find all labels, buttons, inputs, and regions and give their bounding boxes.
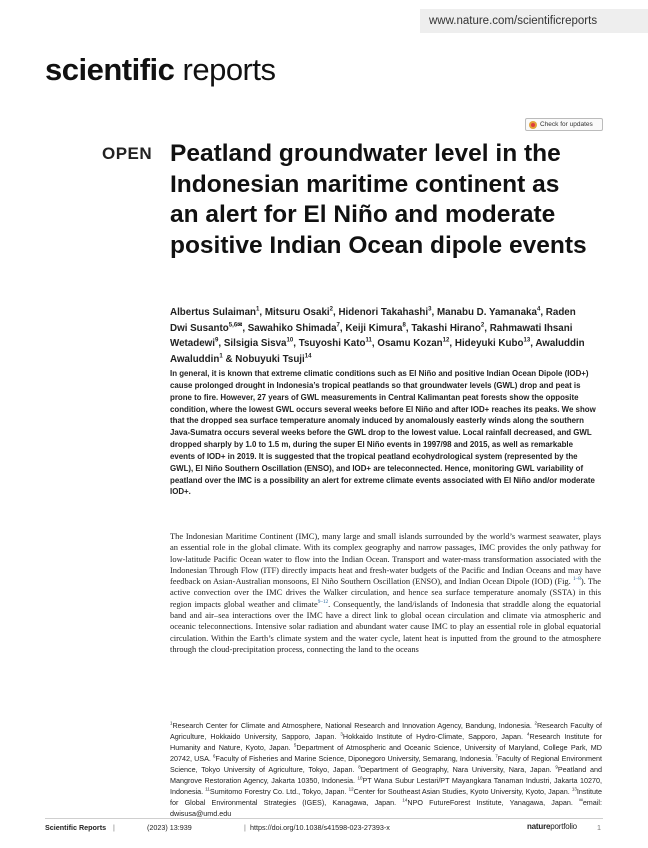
affiliation-text: Sumitomo Forestry Co. Ltd., Tokyo, Japan. [209,787,349,796]
affiliation-marker: 14 [402,797,408,803]
publisher-logo [527,822,577,831]
author-affiliation-marker: 2 [329,306,334,313]
check-for-updates-label: Check for updates [540,121,593,128]
footer-separator: | [244,823,246,832]
affiliation-marker: 7 [495,753,498,759]
doi-link[interactable]: https://doi.org/10.1038/s41598-023-27393-x [250,823,390,832]
affiliation-marker: 1 [170,720,173,726]
author-affiliation-marker: 3 [428,306,432,313]
author-affiliation-marker: 12 [442,337,450,344]
author-affiliation-marker: 4 [536,306,541,313]
affiliation-text: Department of Geography, Nara University, Nara, Japan. [360,765,556,774]
author-name[interactable]: Awaluddin Awaluddin [170,338,585,365]
journal-logo-light: reports [182,52,276,87]
author-affiliation-marker: 9 [215,337,219,344]
author-name[interactable]: Rahmawati Ihsani Wetadewi [170,322,573,350]
intro-text-2: ). The active convection over the IMC drives the Walker circulation, and hence sea surface temperature anomaly (SSTA) in this region impacts global weather and climate [170,576,601,609]
affiliation-text: Research Center for Climate and Atmosphere, National Research and Innovation Agency, Bandung, Indonesia. [172,721,535,730]
affiliation-text: NPO FutureForest Institute, Yanagawa, Japan. [407,798,580,807]
affiliation-text: Research Institute for Humanity and Nature, Kyoto, Japan. [170,732,602,752]
footer-divider [45,818,603,819]
author-name[interactable]: Keiji Kimura [345,322,403,334]
open-access-label: OPEN [102,144,153,163]
affiliation-text: Faculty of Fisheries and Marine Science, Diponegoro University, Semarang, Indonesia. [215,754,496,763]
affiliations [170,720,602,819]
affiliation-marker: 3 [340,731,343,737]
affiliation-marker: 6 [213,753,216,759]
author-affiliation-marker: 13 [523,337,531,344]
author-name[interactable]: Mitsuru Osaki [264,307,330,318]
footer-citation: (2023) 13:939 [147,823,192,832]
affiliation-text: email: dwisusa@umd.edu [170,798,602,818]
journal-logo-bold: scientific [45,52,175,87]
author-affiliation-marker: 1 [256,306,260,313]
affiliation-marker: 4 [527,731,530,737]
article-title: Peatland groundwater level in the Indonesian maritime continent as an alert for El Niño and moderate positive Indian Ocean dipole events [170,140,587,259]
affiliation-text: Peatland and Mangrove Restoration Agency, Jakarta 10350, Indonesia. [170,765,602,785]
affiliation-marker: 11 [205,786,210,792]
author-name[interactable]: Tsuyoshi Kato [298,338,366,350]
affiliation-marker: 8 [358,764,361,770]
author-affiliation-marker: 7 [336,322,340,329]
author-affiliation-marker: 5,6✉ [228,322,243,329]
affiliation-marker: ✉ [579,797,583,803]
affiliation-marker: 12 [348,786,354,792]
affiliation-marker: 2 [534,720,537,726]
publisher-logo-bold: nature [527,822,551,831]
author-name[interactable]: Sawahiko Shimada [247,322,337,334]
author-name[interactable]: Takashi Hirano [411,322,481,334]
journal-url[interactable]: www.nature.com/scientificreports [429,15,598,27]
author-name[interactable]: Hideyuki Kubo [454,338,524,350]
reference-link[interactable]: 9–12 [317,598,329,605]
affiliation-text: Department of Atmospheric and Oceanic Science, University of Maryland, College Park, MD 20742, USA. [170,743,602,763]
page-number: 1 [597,823,601,832]
affiliation-text: Hokkaido Institute of Hydro-Climate, Sapporo, Japan. [342,732,528,741]
author-name[interactable]: Albertus Sulaiman [170,307,257,318]
intro-text-3: . Consequently, the land/islands of Indonesia that straddle along the equatorial band and air–sea interactions over the IMC have a direct link to global ocean circulation and climate via atmospheric and oceanic teleconnections. Intensive solar radiation and abundant water cause IMC to play an essential role in global equatorial circulation. Within the Earth’s climate system and the water cycle, latent heat is inputted from the ground to the atmosphere through the cloud-precipitation process, connecting the land to the oceans [170,598,601,654]
reference-link[interactable]: 1–8 [573,576,581,583]
author-affiliation-marker: 14 [304,353,312,360]
publisher-logo-light: portfolio [550,822,577,831]
affiliation-text: PT Wana Subur Lestari/PT Mayangkara Tanaman Industri, Jakarta 10270, Indonesia. [170,776,602,796]
footer-separator: | [113,823,115,832]
author-list: Albertus Sulaiman$^1$, Mitsuru Osaki$^2$, Hidenori Takahashi$^3$, Manabu D. Yamanaka$^4$, Raden Dwi Susanto$^{5,6✉}$, Sawahiko Shimada$^7$, Keiji Kimura$^8$, Takashi Hirano$^2$, Rahmawati Ihsani Wetadewi$^9$, Silsigia Sisva$^{10}$, Tsuyoshi Kato$^{11}$, Osamu Kozan$^{12}$, Hideyuki Kubo$^{13}$, Awaluddin Awaluddin$^1$ & Nobuyuki Tsuji$^{14}$ [170,306,585,365]
page-footer [45,823,603,837]
footer-journal: Scientific Reports [45,823,107,832]
check-for-updates-button[interactable] [525,118,603,131]
author-affiliation-marker: 10 [286,337,294,344]
author-name[interactable]: Raden Dwi Susanto [170,307,576,334]
author-affiliation-marker: 11 [365,337,372,344]
journal-url-tab[interactable] [420,9,648,33]
author-name[interactable]: Silsigia Sisva [223,338,287,350]
affiliation-marker: 13 [571,786,577,792]
author-affiliation-marker: 1 [219,353,223,360]
crossmark-icon [529,121,537,129]
affiliation-text: Center for Southeast Asian Studies, Kyoto University, Kyoto, Japan. [353,787,572,796]
author-name[interactable]: Osamu Kozan [377,338,443,350]
affiliation-marker: 9 [555,764,558,770]
affiliation-marker: 10 [357,775,363,781]
intro-text-1: The Indonesian Maritime Continent (IMC), many large and small islands surrounded by the world’s warmest seawater, plays an essential role in the global climate. With its complex geography and narrow passages, IMC provides the only pathway for low-latitude Pacific Ocean water to flow into the Indian Ocean. Transport and water-mass transformation associated with the Indonesian Through Flow (ITF) directly impacts heat and fresh-water budgets of the Pacific and Indian Oceans and may have feedback on Asian-Australian monsoons, El Niño Southern Oscillation (ENSO), and Indian Ocean Dipole (IOD) (Fig. [170,531,601,587]
affiliation-text: Faculty of Regional Environment Science, Tokyo University of Agriculture, Tokyo, Japan. [170,754,602,774]
author-affiliation-marker: 8 [402,322,406,329]
affiliation-text: Institute for Global Environmental Strategies (IGES), Kanagawa, Japan. [170,787,602,807]
affiliation-marker: 5 [293,742,297,748]
intro-paragraph [170,531,601,655]
author-name[interactable]: Hidenori Takahashi [338,307,429,318]
author-name[interactable]: Manabu D. Yamanaka [436,307,537,318]
author-name[interactable]: Nobuyuki Tsuji [235,353,305,365]
author-affiliation-marker: 2 [480,322,485,329]
journal-logo [45,52,276,88]
abstract: In general, it is known that extreme climatic conditions such as El Niño and positive Indian Ocean Dipole (IOD+) cause prolonged drought in Indonesia’s tropical peatlands so that groundwater levels (GWL) drop and peat is prone to fire. However, 27 years of GWL measurements in Central Kalimantan peat forests show the opposite condition, where the lowest GWL occurs several weeks before El Niño and after IOD+ reaches its peaks. We show that the dropped sea surface temperature anomaly induced by anomalously easterly winds along the southern Java-Sumatra occurs several weeks before the GWL drop to the lowest value. Local rainfall decreased, and GWL dropped sharply by 1.0 to 1.5 m, during the super El Niño events in 1997/98 and 2015, as well as remarkable events of IOD+ in 2019. It is suggested that the tropical peatland ecohydrological system (represented by the GWL), El Niño Southern Oscillation (ENSO), and IOD+ are teleconnected. Hence, monitoring GWL variability of peatland over the IMC is a possibility an alert for extreme climate events associated with El Niño and/or moderate IOD+. [170,369,596,497]
affiliation-text: Research Faculty of Agriculture, Hokkaido University, Sapporo, Japan. [170,721,602,741]
